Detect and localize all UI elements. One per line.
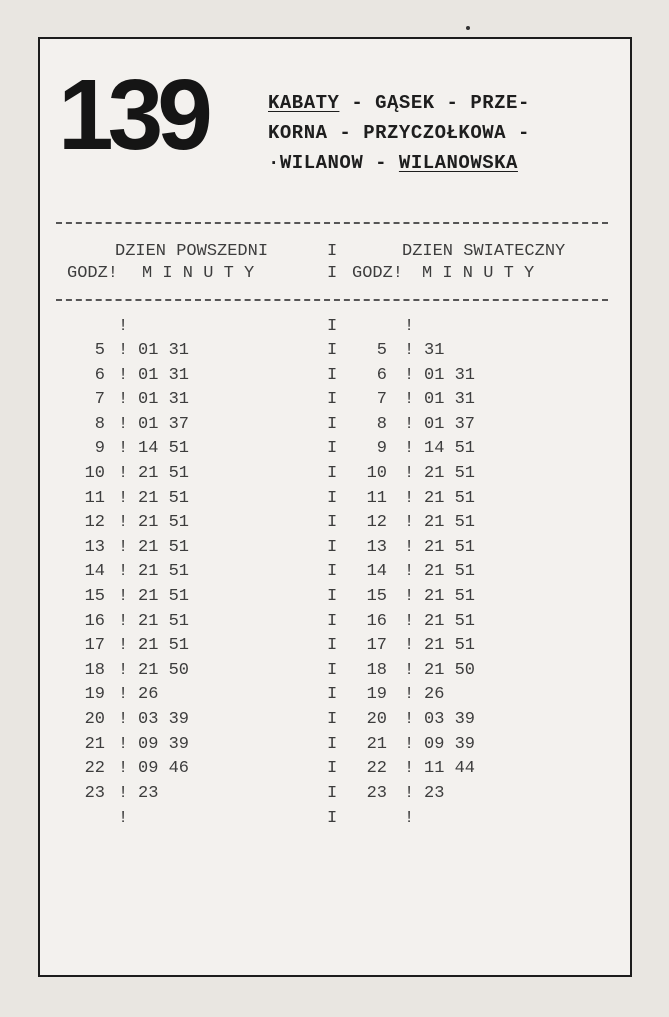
- route-number: 139: [58, 59, 207, 171]
- route-stops-line-1: [268, 92, 530, 114]
- holiday-separator: !: [404, 365, 415, 385]
- column-divider: I: [327, 365, 338, 385]
- holiday-hour-cell: 5: [376, 341, 387, 360]
- holiday-separator: !: [404, 809, 415, 828]
- route-stops-line-3-start: ·WILANOW -: [268, 152, 399, 174]
- weekday-hour-cell: 20: [84, 710, 105, 729]
- weekday-hour-cell: 6: [94, 365, 105, 385]
- table-row: [40, 733, 630, 757]
- weekday-separator: !: [118, 660, 129, 680]
- table-row: [40, 634, 630, 658]
- weekday-separator: !: [118, 439, 129, 459]
- column-divider: I: [327, 464, 338, 483]
- holiday-minutes-cell: 14 51: [424, 439, 476, 459]
- holiday-hour-header: GODZ!: [352, 264, 404, 283]
- weekday-hour-cell: 8: [94, 414, 105, 434]
- holiday-minutes-cell: 11 44: [424, 759, 476, 779]
- holiday-separator: !: [404, 759, 415, 779]
- table-row: [40, 437, 630, 461]
- weekday-minutes-cell: 14 51: [138, 439, 190, 459]
- weekday-hour-cell: 10: [84, 464, 105, 483]
- holiday-hour-cell: 8: [376, 414, 387, 434]
- weekday-separator: !: [118, 414, 129, 434]
- holiday-hour-cell: 15: [366, 587, 387, 606]
- holiday-separator: !: [404, 783, 415, 803]
- holiday-minutes-cell: 09 39: [424, 734, 476, 754]
- column-divider: I: [327, 242, 338, 261]
- holiday-hour-cell: 9: [376, 439, 387, 459]
- column-divider: I: [327, 390, 338, 410]
- column-divider: I: [327, 562, 338, 582]
- weekday-minutes-cell: 21 51: [138, 636, 190, 656]
- table-row: [40, 585, 630, 609]
- weekday-minutes-cell: 21 51: [138, 513, 190, 533]
- column-divider: I: [327, 317, 338, 336]
- weekday-hour-cell: 14: [84, 562, 105, 582]
- weekday-minutes-cell: 21 51: [138, 537, 190, 557]
- holiday-hour-cell: 19: [366, 685, 387, 705]
- holiday-hour-cell: 13: [366, 537, 387, 557]
- weekday-minutes-cell: 23: [138, 783, 159, 803]
- paper-speck: [466, 26, 470, 30]
- weekday-hour-header: GODZ!: [67, 264, 119, 283]
- holiday-separator: !: [404, 488, 415, 508]
- spacer-row-bottom: [40, 807, 630, 831]
- holiday-minutes-cell: 03 39: [424, 710, 476, 729]
- weekday-separator: !: [118, 636, 129, 656]
- holiday-hour-cell: 20: [366, 710, 387, 729]
- spacer-row-top: [40, 315, 630, 339]
- holiday-minutes-cell: 21 51: [424, 587, 476, 606]
- holiday-minutes-cell: 21 51: [424, 513, 476, 533]
- holiday-title: DZIEN SWIATECZNY: [402, 242, 566, 261]
- weekday-separator: !: [118, 587, 129, 606]
- column-divider: I: [327, 685, 338, 705]
- weekday-separator: !: [118, 488, 129, 508]
- weekday-separator: !: [118, 341, 129, 360]
- holiday-hour-cell: 11: [366, 488, 387, 508]
- holiday-minutes-cell: 01 37: [424, 414, 476, 434]
- weekday-separator: !: [118, 809, 129, 828]
- route-stop-terminus-start: KABATY: [268, 92, 340, 114]
- holiday-hour-cell: 18: [366, 660, 387, 680]
- weekday-separator: !: [118, 611, 129, 631]
- table-row: [40, 339, 630, 363]
- holiday-minutes-cell: 31: [424, 341, 445, 360]
- holiday-minutes-cell: 21 51: [424, 562, 476, 582]
- holiday-hour-cell: 17: [366, 636, 387, 656]
- column-divider: I: [327, 264, 338, 283]
- weekday-hour-cell: 7: [94, 390, 105, 410]
- weekday-hour-cell: 9: [94, 439, 105, 459]
- weekday-minutes-cell: 21 50: [138, 660, 190, 680]
- column-divider: I: [327, 587, 338, 606]
- weekday-minutes-cell: 01 31: [138, 365, 190, 385]
- table-row: [40, 364, 630, 388]
- column-divider: I: [327, 611, 338, 631]
- holiday-hour-cell: 23: [366, 783, 387, 803]
- table-row: [40, 708, 630, 732]
- column-divider: I: [327, 414, 338, 434]
- weekday-separator: !: [118, 390, 129, 410]
- column-divider: I: [327, 341, 338, 360]
- timetable-card: [38, 37, 632, 977]
- holiday-separator: !: [404, 734, 415, 754]
- weekday-separator: !: [118, 783, 129, 803]
- weekday-separator: !: [118, 317, 129, 336]
- weekday-hour-cell: 15: [84, 587, 105, 606]
- route-stops-line-2: KORNA - PRZYCZOŁKOWA -: [268, 122, 530, 144]
- column-divider: I: [327, 759, 338, 779]
- weekday-minutes-cell: 03 39: [138, 710, 190, 729]
- weekday-hour-cell: 12: [84, 513, 105, 533]
- holiday-hour-cell: 10: [366, 464, 387, 483]
- holiday-minutes-cell: 01 31: [424, 365, 476, 385]
- table-row: [40, 560, 630, 584]
- weekday-separator: !: [118, 710, 129, 729]
- table-row: [40, 536, 630, 560]
- holiday-minutes-cell: 23: [424, 783, 445, 803]
- holiday-hour-cell: 21: [366, 734, 387, 754]
- table-row: [40, 487, 630, 511]
- holiday-separator: !: [404, 537, 415, 557]
- holiday-minutes-header: M I N U T Y: [422, 264, 535, 283]
- column-divider: I: [327, 537, 338, 557]
- weekday-hour-cell: 16: [84, 611, 105, 631]
- weekday-hour-cell: 22: [84, 759, 105, 779]
- weekday-separator: !: [118, 365, 129, 385]
- weekday-hour-cell: 11: [84, 488, 105, 508]
- column-divider: I: [327, 809, 338, 828]
- column-divider: I: [327, 734, 338, 754]
- holiday-minutes-cell: 21 51: [424, 537, 476, 557]
- weekday-minutes-cell: 21 51: [138, 464, 190, 483]
- holiday-hour-cell: 7: [376, 390, 387, 410]
- weekday-hour-cell: 19: [84, 685, 105, 705]
- weekday-hour-cell: 23: [84, 783, 105, 803]
- holiday-separator: !: [404, 439, 415, 459]
- weekday-separator: !: [118, 537, 129, 557]
- weekday-minutes-cell: 26: [138, 685, 159, 705]
- weekday-minutes-cell: 21 51: [138, 562, 190, 582]
- table-row: [40, 388, 630, 412]
- weekday-minutes-cell: 09 46: [138, 759, 190, 779]
- column-divider: I: [327, 636, 338, 656]
- holiday-separator: !: [404, 660, 415, 680]
- weekday-title: DZIEN POWSZEDNI: [115, 242, 269, 261]
- holiday-minutes-cell: 21 51: [424, 488, 476, 508]
- header-rule-top: [56, 222, 608, 224]
- header-rule-bottom: [56, 299, 608, 301]
- holiday-separator: !: [404, 611, 415, 631]
- weekday-minutes-cell: 21 51: [138, 587, 190, 606]
- weekday-hour-cell: 18: [84, 660, 105, 680]
- table-row: [40, 610, 630, 634]
- holiday-minutes-cell: 21 51: [424, 636, 476, 656]
- holiday-minutes-cell: 01 31: [424, 390, 476, 410]
- holiday-separator: !: [404, 513, 415, 533]
- holiday-separator: !: [404, 317, 415, 336]
- table-row: [40, 511, 630, 535]
- weekday-minutes-cell: 01 31: [138, 390, 190, 410]
- route-stops-line-3: [268, 152, 518, 174]
- holiday-hour-cell: 12: [366, 513, 387, 533]
- holiday-separator: !: [404, 587, 415, 606]
- weekday-separator: !: [118, 464, 129, 483]
- holiday-separator: !: [404, 636, 415, 656]
- table-row: [40, 757, 630, 781]
- weekday-separator: !: [118, 685, 129, 705]
- holiday-separator: !: [404, 341, 415, 360]
- holiday-separator: !: [404, 464, 415, 483]
- weekday-separator: !: [118, 759, 129, 779]
- weekday-hour-cell: 13: [84, 537, 105, 557]
- weekday-separator: !: [118, 562, 129, 582]
- weekday-minutes-cell: 01 31: [138, 341, 190, 360]
- holiday-minutes-cell: 21 51: [424, 464, 476, 483]
- holiday-separator: !: [404, 710, 415, 729]
- holiday-separator: !: [404, 414, 415, 434]
- table-row: [40, 462, 630, 486]
- holiday-minutes-cell: 21 50: [424, 660, 476, 680]
- table-row: [40, 659, 630, 683]
- weekday-separator: !: [118, 734, 129, 754]
- holiday-minutes-cell: 21 51: [424, 611, 476, 631]
- weekday-minutes-cell: 09 39: [138, 734, 190, 754]
- route-stop-terminus-end: WILANOWSKA: [398, 152, 518, 174]
- holiday-hour-cell: 16: [366, 611, 387, 631]
- holiday-hour-cell: 14: [366, 562, 387, 582]
- weekday-minutes-cell: 21 51: [138, 611, 190, 631]
- column-divider: I: [327, 488, 338, 508]
- holiday-separator: !: [404, 390, 415, 410]
- weekday-minutes-cell: 21 51: [138, 488, 190, 508]
- weekday-minutes-header: M I N U T Y: [142, 264, 255, 283]
- column-divider: I: [327, 783, 338, 803]
- column-divider: I: [327, 710, 338, 729]
- table-row: [40, 413, 630, 437]
- column-divider: I: [327, 513, 338, 533]
- holiday-hour-cell: 22: [366, 759, 387, 779]
- weekday-minutes-cell: 01 37: [138, 414, 190, 434]
- column-divider: I: [327, 660, 338, 680]
- weekday-hour-cell: 17: [84, 636, 105, 656]
- route-stops-line-1-rest: - GĄSEK - PRZE-: [339, 92, 530, 114]
- holiday-minutes-cell: 26: [424, 685, 445, 705]
- table-row: [40, 782, 630, 806]
- column-divider: I: [327, 439, 338, 459]
- holiday-separator: !: [404, 562, 415, 582]
- weekday-separator: !: [118, 513, 129, 533]
- holiday-hour-cell: 6: [376, 365, 387, 385]
- holiday-separator: !: [404, 685, 415, 705]
- weekday-hour-cell: 21: [84, 734, 105, 754]
- table-row: [40, 683, 630, 707]
- weekday-hour-cell: 5: [94, 341, 105, 360]
